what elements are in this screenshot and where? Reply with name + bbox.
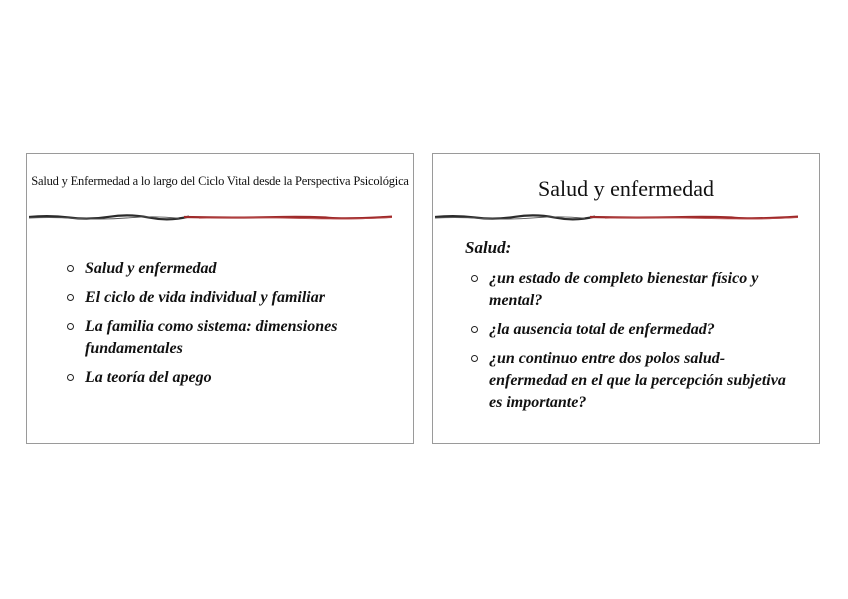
bullet-icon [471, 355, 478, 362]
list-item: Salud y enfermedad [67, 258, 407, 280]
list-item: El ciclo de vida individual y familiar [67, 287, 407, 309]
brush-divider-icon [29, 212, 392, 222]
list-item: ¿un continuo entre dos polos salud-enfermedad en el que la percepción subjetiva es importante? [471, 348, 801, 414]
bullet-icon [67, 374, 74, 381]
list-item: La teoría del apego [67, 367, 407, 389]
subheading: Salud: [465, 238, 512, 257]
brush-divider-icon [435, 212, 798, 222]
bullet-list [471, 268, 801, 421]
bullet-icon [471, 275, 478, 282]
bullet-icon [67, 265, 74, 272]
bullet-icon [67, 323, 74, 330]
bullet-list [67, 258, 407, 396]
list-item: La familia como sistema: dimensiones fundamentales [67, 316, 407, 360]
slide-2 [432, 153, 820, 444]
bullet-icon [471, 326, 478, 333]
list-item: ¿un estado de completo bienestar físico y mental? [471, 268, 801, 312]
bullet-icon [67, 294, 74, 301]
list-item: ¿la ausencia total de enfermedad? [471, 319, 801, 341]
slide-title: Salud y Enfermedad a lo largo del Ciclo Vital desde la Perspectiva Psicológica [31, 174, 409, 188]
slide-title: Salud y enfermedad [538, 176, 714, 201]
slide-1 [26, 153, 414, 444]
